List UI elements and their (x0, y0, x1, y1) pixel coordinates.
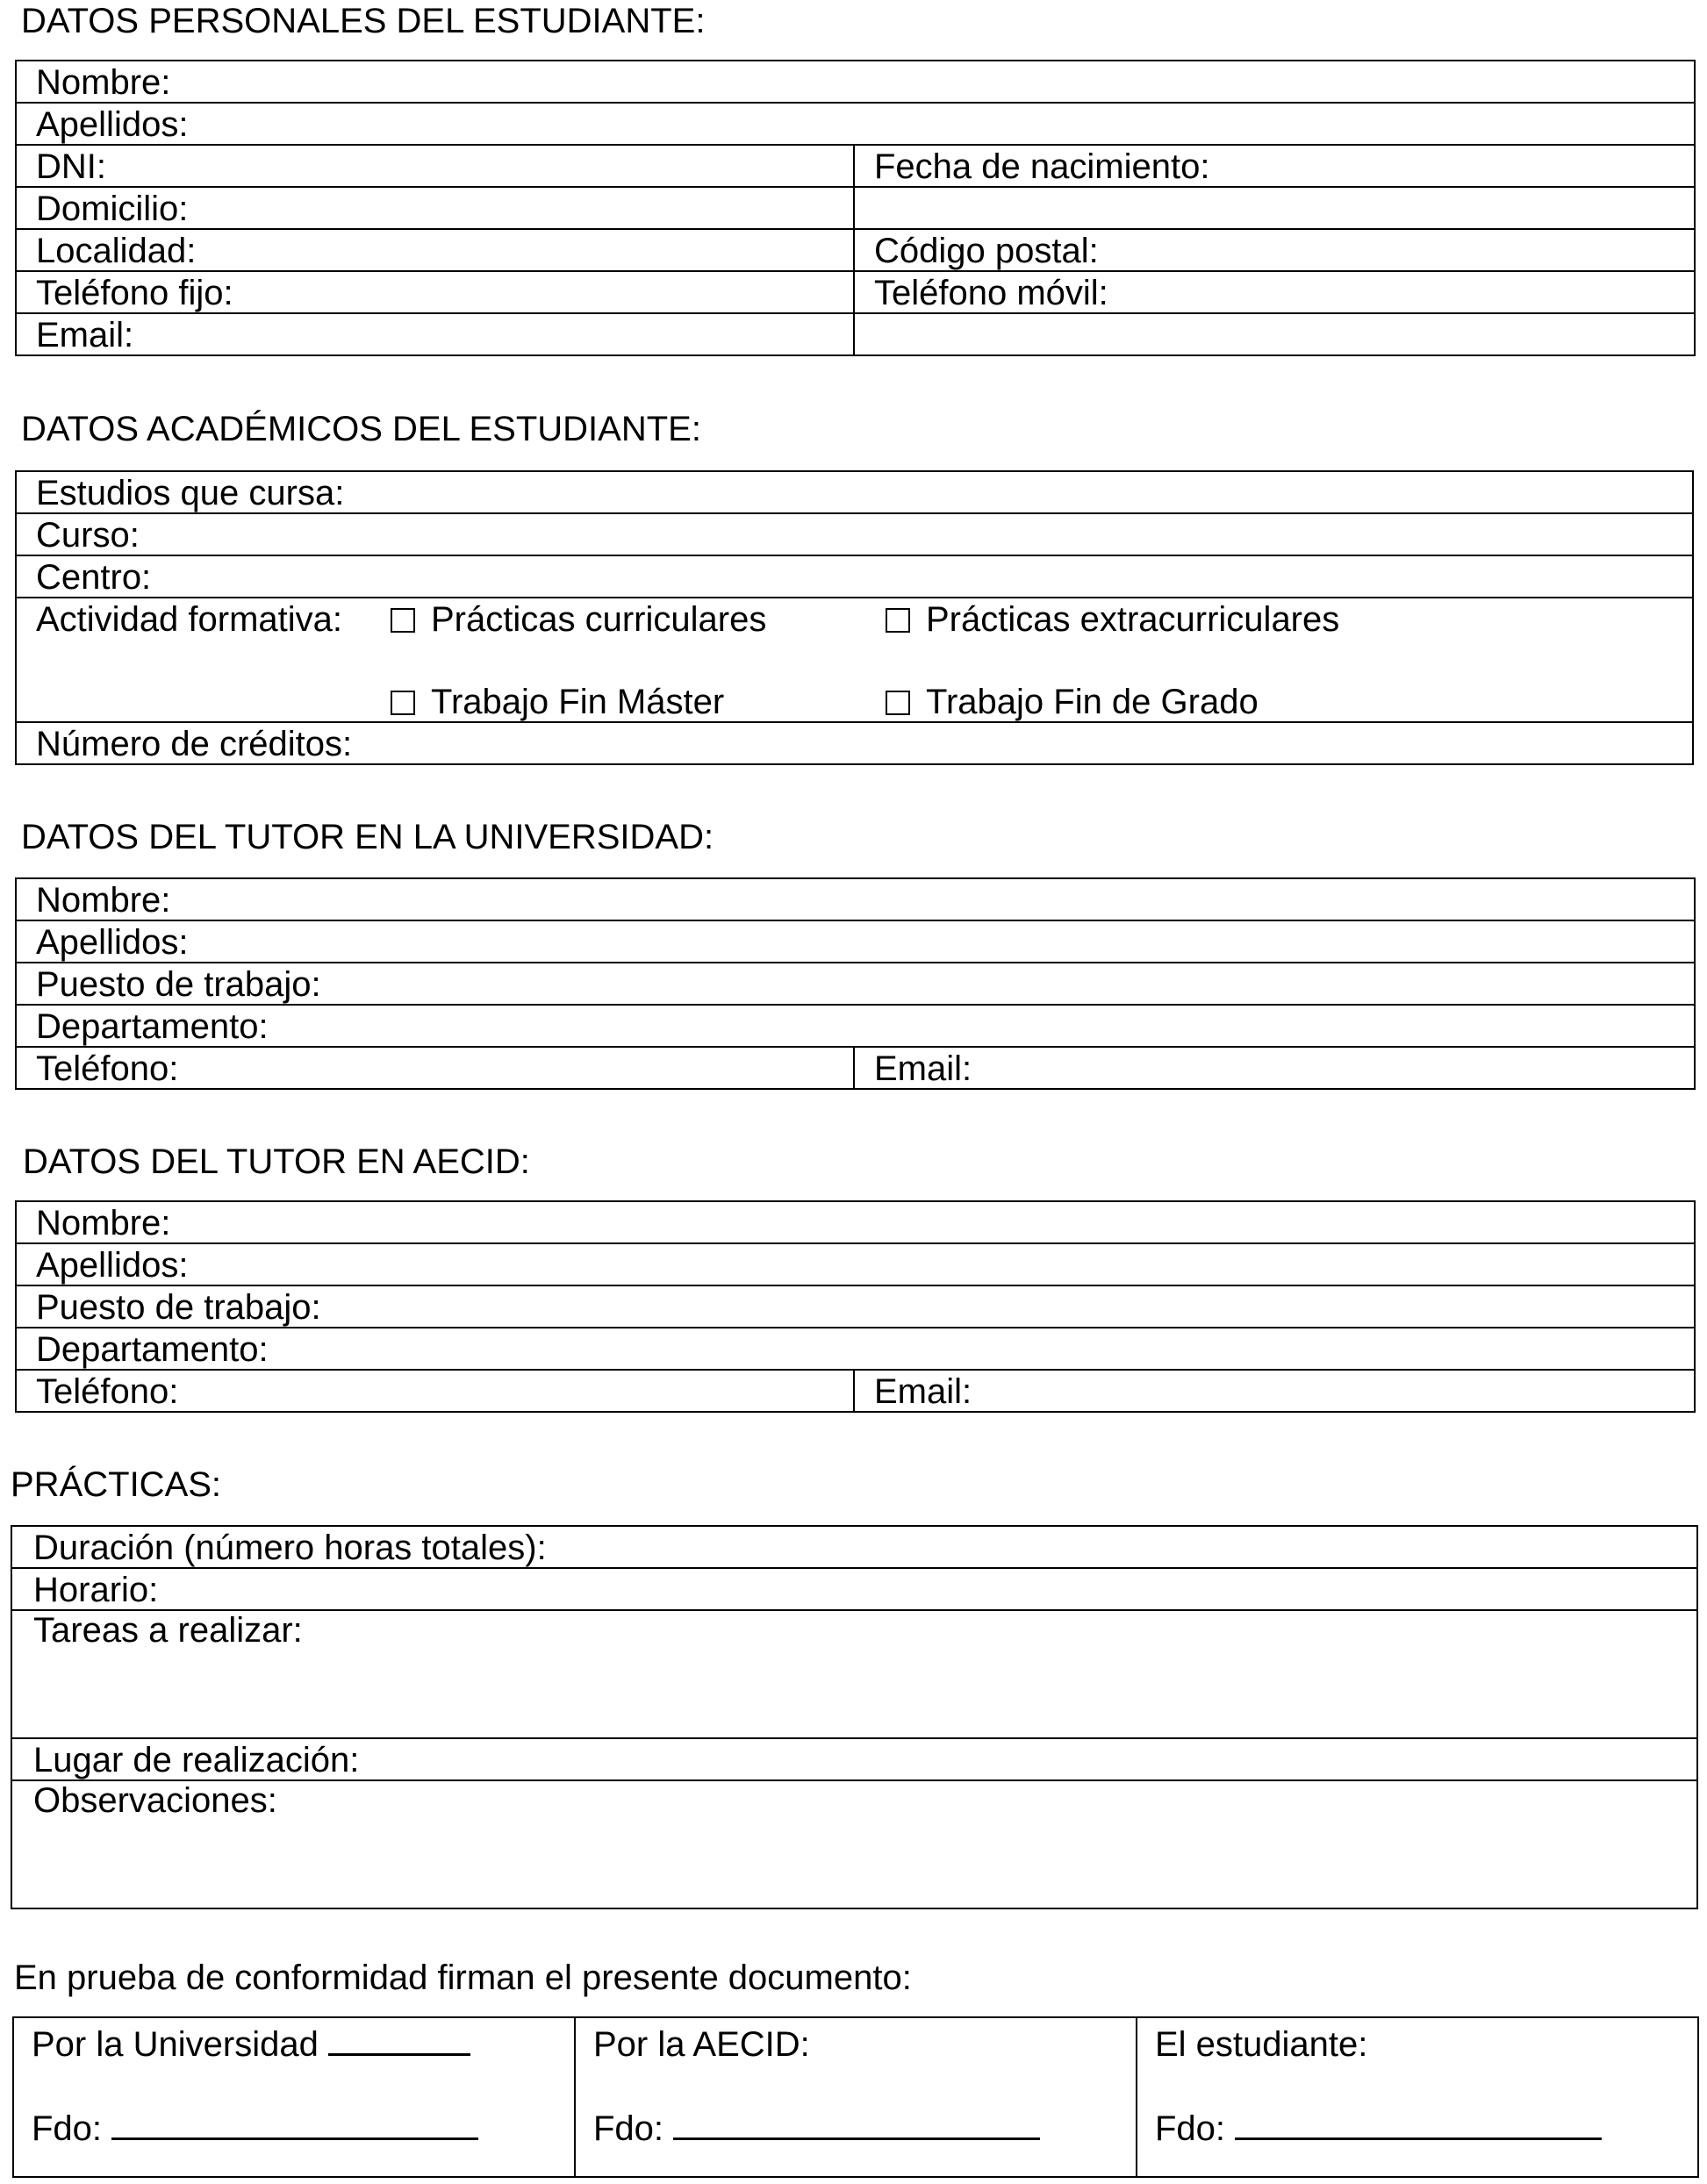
student-signature-label: El estudiante: (1155, 2025, 1368, 2064)
studies-field[interactable]: Estudios que cursa: (16, 471, 1693, 513)
table-row (13, 2017, 1698, 2177)
student-name-field[interactable]: Nombre: (16, 61, 1695, 103)
aecid-tutor-name-field[interactable]: Nombre: (16, 1201, 1695, 1243)
signature-intro: En prueba de conformidad firman el presente documento: (14, 1958, 912, 1997)
university-signature-line[interactable] (328, 2023, 470, 2056)
internship-section-title: PRÁCTICAS: (11, 1465, 222, 1504)
observations-field[interactable]: Observaciones: (11, 1780, 1697, 1908)
university-signature-label: Por la Universidad (32, 2025, 319, 2064)
option-trabajo-fin-master[interactable]: Trabajo Fin Máster (391, 683, 724, 721)
table-row (16, 1328, 1695, 1370)
university-signature-cell (13, 2017, 575, 2177)
email-field[interactable]: Email: (16, 313, 854, 355)
postal-code-field[interactable]: Código postal: (854, 229, 1695, 271)
tutor-name-field[interactable]: Nombre: (16, 878, 1695, 920)
aecid-fdo-line[interactable] (673, 2108, 1040, 2140)
signature-table (12, 2016, 1699, 2178)
table-row (16, 722, 1693, 764)
tutor-department-field[interactable]: Departamento: (16, 1005, 1695, 1047)
landline-field[interactable]: Teléfono fijo: (16, 271, 854, 313)
table-row (16, 1005, 1695, 1047)
empty-cell[interactable] (854, 187, 1695, 229)
birth-date-field[interactable]: Fecha de nacimiento: (854, 145, 1695, 187)
table-row (11, 1610, 1697, 1738)
option-trabajo-fin-grado[interactable]: Trabajo Fin de Grado (886, 683, 1259, 721)
checkbox-icon[interactable] (391, 608, 415, 633)
internship-table (11, 1525, 1698, 1909)
table-row (16, 145, 1695, 187)
aecid-tutor-email-field[interactable]: Email: (854, 1370, 1695, 1412)
table-row (16, 1370, 1695, 1412)
course-field[interactable]: Curso: (16, 513, 1693, 555)
table-row (16, 555, 1693, 598)
table-row (16, 313, 1695, 355)
fdo-label: Fdo: (1155, 2109, 1226, 2148)
university-tutor-section-title: DATOS DEL TUTOR EN LA UNIVERSIDAD: (21, 818, 714, 856)
aecid-tutor-position-field[interactable]: Puesto de trabajo: (16, 1285, 1695, 1328)
checkbox-icon[interactable] (391, 691, 415, 715)
city-field[interactable]: Localidad: (16, 229, 854, 271)
table-row (16, 1243, 1695, 1285)
table-row (11, 1568, 1697, 1610)
aecid-tutor-phone-field[interactable]: Teléfono: (16, 1370, 854, 1412)
location-field[interactable]: Lugar de realización: (11, 1738, 1697, 1780)
aecid-tutor-department-field[interactable]: Departamento: (16, 1328, 1695, 1370)
student-surname-field[interactable]: Apellidos: (16, 103, 1695, 145)
table-row (16, 598, 1693, 722)
tutor-phone-field[interactable]: Teléfono: (16, 1047, 854, 1089)
academic-section-title: DATOS ACADÉMICOS DEL ESTUDIANTE: (21, 410, 701, 448)
academic-data-table (15, 470, 1694, 765)
personal-section-title: DATOS PERSONALES DEL ESTUDIANTE: (21, 2, 706, 40)
university-tutor-table (15, 877, 1696, 1090)
table-row (11, 1738, 1697, 1780)
aecid-tutor-surname-field[interactable]: Apellidos: (16, 1243, 1695, 1285)
table-row (11, 1526, 1697, 1568)
table-row (16, 878, 1695, 920)
fdo-label: Fdo: (593, 2109, 664, 2148)
tutor-surname-field[interactable]: Apellidos: (16, 920, 1695, 963)
table-row (16, 920, 1695, 963)
personal-data-table (15, 60, 1696, 356)
student-fdo-line[interactable] (1235, 2108, 1602, 2140)
table-row (11, 1780, 1697, 1908)
table-row (16, 187, 1695, 229)
tasks-field[interactable]: Tareas a realizar: (11, 1610, 1697, 1738)
table-row (16, 1285, 1695, 1328)
training-activity-cell (16, 598, 1693, 722)
table-row (16, 229, 1695, 271)
aecid-signature-cell (575, 2017, 1137, 2177)
fdo-label: Fdo: (32, 2109, 103, 2148)
checkbox-icon[interactable] (886, 691, 910, 715)
address-field[interactable]: Domicilio: (16, 187, 854, 229)
aecid-signature-label: Por la AECID: (593, 2025, 810, 2064)
aecid-tutor-section-title: DATOS DEL TUTOR EN AECID: (23, 1142, 530, 1181)
table-row (16, 471, 1693, 513)
table-row (16, 271, 1695, 313)
table-row (16, 61, 1695, 103)
aecid-tutor-table (15, 1200, 1696, 1413)
university-fdo-line[interactable] (111, 2108, 478, 2140)
duration-field[interactable]: Duración (número horas totales): (11, 1526, 1697, 1568)
tutor-email-field[interactable]: Email: (854, 1047, 1695, 1089)
table-row (16, 963, 1695, 1005)
empty-cell[interactable] (854, 313, 1695, 355)
table-row (16, 513, 1693, 555)
credits-field[interactable]: Número de créditos: (16, 722, 1693, 764)
training-activity-label: Actividad formativa: (36, 600, 343, 639)
tutor-position-field[interactable]: Puesto de trabajo: (16, 963, 1695, 1005)
table-row (16, 1047, 1695, 1089)
schedule-field[interactable]: Horario: (11, 1568, 1697, 1610)
table-row (16, 103, 1695, 145)
student-signature-cell (1137, 2017, 1698, 2177)
checkbox-icon[interactable] (886, 608, 910, 633)
center-field[interactable]: Centro: (16, 555, 1693, 598)
dni-field[interactable]: DNI: (16, 145, 854, 187)
table-row (16, 1201, 1695, 1243)
option-practicas-extracurriculares[interactable]: Prácticas extracurriculares (886, 600, 1339, 639)
mobile-field[interactable]: Teléfono móvil: (854, 271, 1695, 313)
option-practicas-curriculares[interactable]: Prácticas curriculares (391, 600, 766, 639)
